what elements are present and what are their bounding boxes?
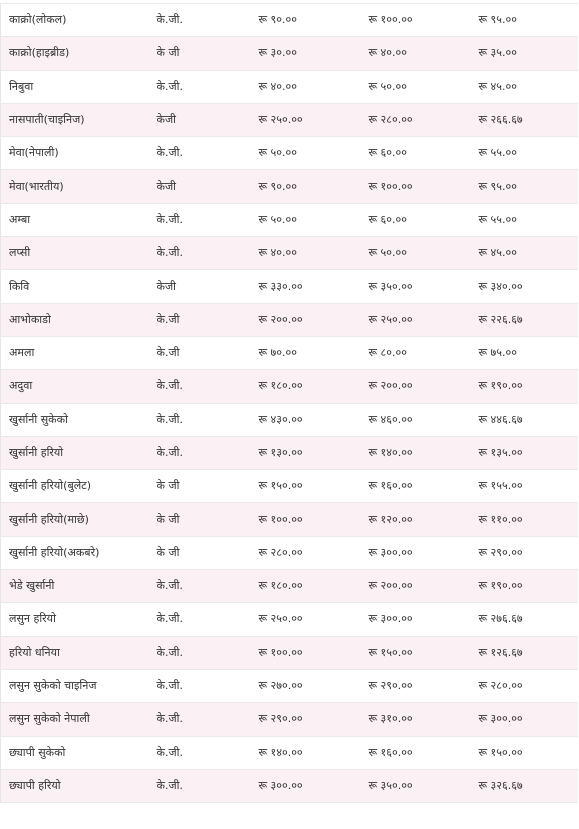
avg-price-cell: रू ४५.००: [471, 70, 578, 103]
min-price-cell: रू ७०.००: [251, 336, 361, 369]
min-price-cell: रू १४०.००: [251, 736, 361, 769]
avg-price-cell: रू १९०.००: [471, 370, 578, 403]
commodity-name: खुर्सानी हरियो(बुलेट): [1, 470, 149, 503]
max-price-cell: रू ३५०.००: [361, 270, 471, 303]
max-price-cell: रू २५०.००: [361, 303, 471, 336]
avg-price-cell: रू २८०.००: [471, 669, 578, 702]
min-price-cell: रू १३०.००: [251, 436, 361, 469]
avg-price-cell: रू ४४६.६७: [471, 403, 578, 436]
table-row: [1, 603, 578, 636]
commodity-name: लप्सी: [1, 237, 149, 270]
table-row: [1, 303, 578, 336]
table-row: [1, 203, 578, 236]
max-price-cell: रू ३००.००: [361, 536, 471, 569]
unit-cell: के.जी: [149, 336, 251, 369]
min-price-cell: रू ९०.००: [251, 4, 361, 37]
commodity-name: छ्यापी सुकेको: [1, 736, 149, 769]
unit-cell: के.जी.: [149, 736, 251, 769]
max-price-cell: रू १६०.००: [361, 736, 471, 769]
min-price-cell: रू ३०.००: [251, 37, 361, 70]
table-row: [1, 237, 578, 270]
min-price-cell: रू २९०.००: [251, 703, 361, 736]
unit-cell: के.जी: [149, 303, 251, 336]
table-row: [1, 536, 578, 569]
table-row: [1, 503, 578, 536]
commodity-name: काक्रो(हाइब्रीड): [1, 37, 149, 70]
table-row: [1, 570, 578, 603]
table-row: [1, 137, 578, 170]
unit-cell: के.जी.: [149, 370, 251, 403]
commodity-name: खुर्सानी हरियो: [1, 436, 149, 469]
avg-price-cell: रू ३४०.००: [471, 270, 578, 303]
min-price-cell: रू १८०.००: [251, 370, 361, 403]
max-price-cell: रू २००.००: [361, 370, 471, 403]
max-price-cell: रू ४६०.००: [361, 403, 471, 436]
max-price-cell: रू २८०.००: [361, 103, 471, 136]
avg-price-cell: रू २६६.६७: [471, 103, 578, 136]
max-price-cell: रू १५०.००: [361, 636, 471, 669]
unit-cell: के जी: [149, 470, 251, 503]
table-row: [1, 370, 578, 403]
min-price-cell: रू १००.००: [251, 636, 361, 669]
commodity-name: खुर्सानी हरियो(माछे): [1, 503, 149, 536]
max-price-cell: रू ३५०.००: [361, 769, 471, 802]
min-price-cell: रू २७०.००: [251, 669, 361, 702]
commodity-name: लसुन हरियो: [1, 603, 149, 636]
commodity-name: अम्बा: [1, 203, 149, 236]
min-price-cell: रू १८०.००: [251, 570, 361, 603]
unit-cell: केजी: [149, 170, 251, 203]
min-price-cell: रू ४३०.००: [251, 403, 361, 436]
min-price-cell: रू ९०.००: [251, 170, 361, 203]
unit-cell: के.जी.: [149, 769, 251, 802]
avg-price-cell: रू २९०.००: [471, 536, 578, 569]
min-price-cell: रू ३३०.००: [251, 270, 361, 303]
commodity-name: काक्रो(लोकल): [1, 4, 149, 37]
table-row: [1, 103, 578, 136]
avg-price-cell: रू २२६.६७: [471, 303, 578, 336]
min-price-cell: रू ३००.००: [251, 769, 361, 802]
max-price-cell: रू ६०.००: [361, 203, 471, 236]
unit-cell: के.जी.: [149, 203, 251, 236]
avg-price-cell: रू १३५.००: [471, 436, 578, 469]
unit-cell: के जी: [149, 37, 251, 70]
unit-cell: के.जी.: [149, 4, 251, 37]
max-price-cell: रू १२०.००: [361, 503, 471, 536]
max-price-cell: रू १६०.००: [361, 470, 471, 503]
commodity-name: नासपाती(चाइनिज): [1, 103, 149, 136]
unit-cell: के जी: [149, 503, 251, 536]
table-row: [1, 270, 578, 303]
avg-price-cell: रू १५०.००: [471, 736, 578, 769]
avg-price-cell: रू ४५.००: [471, 237, 578, 270]
table-row: [1, 769, 578, 802]
min-price-cell: रू ४०.००: [251, 70, 361, 103]
avg-price-cell: रू ९५.००: [471, 4, 578, 37]
min-price-cell: रू ४०.००: [251, 237, 361, 270]
price-table: [0, 3, 578, 803]
unit-cell: के.जी.: [149, 237, 251, 270]
commodity-name: लसुन सुकेको नेपाली: [1, 703, 149, 736]
commodity-name: निबुवा: [1, 70, 149, 103]
avg-price-cell: रू ९५.००: [471, 170, 578, 203]
commodity-name: मेवा(भारतीय): [1, 170, 149, 203]
avg-price-cell: रू ३२६.६७: [471, 769, 578, 802]
min-price-cell: रू २५०.००: [251, 603, 361, 636]
avg-price-cell: रू ५५.००: [471, 137, 578, 170]
avg-price-cell: रू १९०.००: [471, 570, 578, 603]
commodity-name: आभोकाडो: [1, 303, 149, 336]
table-row: [1, 636, 578, 669]
commodity-name: किवि: [1, 270, 149, 303]
min-price-cell: रू २८०.००: [251, 536, 361, 569]
table-row: [1, 70, 578, 103]
commodity-name: खुर्सानी हरियो(अकबरे): [1, 536, 149, 569]
min-price-cell: रू १००.००: [251, 503, 361, 536]
commodity-name: मेवा(नेपाली): [1, 137, 149, 170]
table-row: [1, 736, 578, 769]
commodity-name: लसुन सुकेको चाइनिज: [1, 669, 149, 702]
max-price-cell: रू ८०.००: [361, 336, 471, 369]
unit-cell: केजी: [149, 270, 251, 303]
price-table-body: [1, 4, 578, 803]
commodity-name: अमला: [1, 336, 149, 369]
max-price-cell: रू १००.००: [361, 170, 471, 203]
max-price-cell: रू ३००.००: [361, 603, 471, 636]
commodity-name: छ्यापी हरियो: [1, 769, 149, 802]
table-row: [1, 669, 578, 702]
max-price-cell: रू २००.००: [361, 570, 471, 603]
unit-cell: के.जी.: [149, 70, 251, 103]
max-price-cell: रू ३१०.००: [361, 703, 471, 736]
table-row: [1, 470, 578, 503]
unit-cell: के.जी.: [149, 403, 251, 436]
table-row: [1, 403, 578, 436]
avg-price-cell: रू ११०.००: [471, 503, 578, 536]
table-row: [1, 4, 578, 37]
avg-price-cell: रू ३००.००: [471, 703, 578, 736]
commodity-name: अदुवा: [1, 370, 149, 403]
table-row: [1, 436, 578, 469]
max-price-cell: रू १००.००: [361, 4, 471, 37]
commodity-name: हरियो धनिया: [1, 636, 149, 669]
avg-price-cell: रू ५५.००: [471, 203, 578, 236]
table-row: [1, 170, 578, 203]
commodity-name: खुर्सानी सुकेको: [1, 403, 149, 436]
unit-cell: के.जी.: [149, 636, 251, 669]
unit-cell: के.जी.: [149, 603, 251, 636]
table-row: [1, 37, 578, 70]
avg-price-cell: रू १५५.००: [471, 470, 578, 503]
max-price-cell: रू २९०.००: [361, 669, 471, 702]
min-price-cell: रू २००.००: [251, 303, 361, 336]
max-price-cell: रू १४०.००: [361, 436, 471, 469]
min-price-cell: रू १५०.००: [251, 470, 361, 503]
unit-cell: के.जी.: [149, 137, 251, 170]
min-price-cell: रू ५०.००: [251, 203, 361, 236]
min-price-cell: रू ५०.००: [251, 137, 361, 170]
min-price-cell: रू २५०.००: [251, 103, 361, 136]
avg-price-cell: रू १२६.६७: [471, 636, 578, 669]
unit-cell: के.जी.: [149, 669, 251, 702]
unit-cell: केजी: [149, 103, 251, 136]
table-row: [1, 703, 578, 736]
max-price-cell: रू ५०.००: [361, 70, 471, 103]
unit-cell: के.जी.: [149, 436, 251, 469]
max-price-cell: रू ४०.००: [361, 37, 471, 70]
max-price-cell: रू ६०.००: [361, 137, 471, 170]
unit-cell: के.जी.: [149, 703, 251, 736]
table-row: [1, 336, 578, 369]
unit-cell: के जी: [149, 536, 251, 569]
unit-cell: के.जी.: [149, 570, 251, 603]
max-price-cell: रू ५०.००: [361, 237, 471, 270]
avg-price-cell: रू ३५.००: [471, 37, 578, 70]
avg-price-cell: रू ७५.००: [471, 336, 578, 369]
avg-price-cell: रू २७६.६७: [471, 603, 578, 636]
commodity-name: भेडे खुर्सानी: [1, 570, 149, 603]
